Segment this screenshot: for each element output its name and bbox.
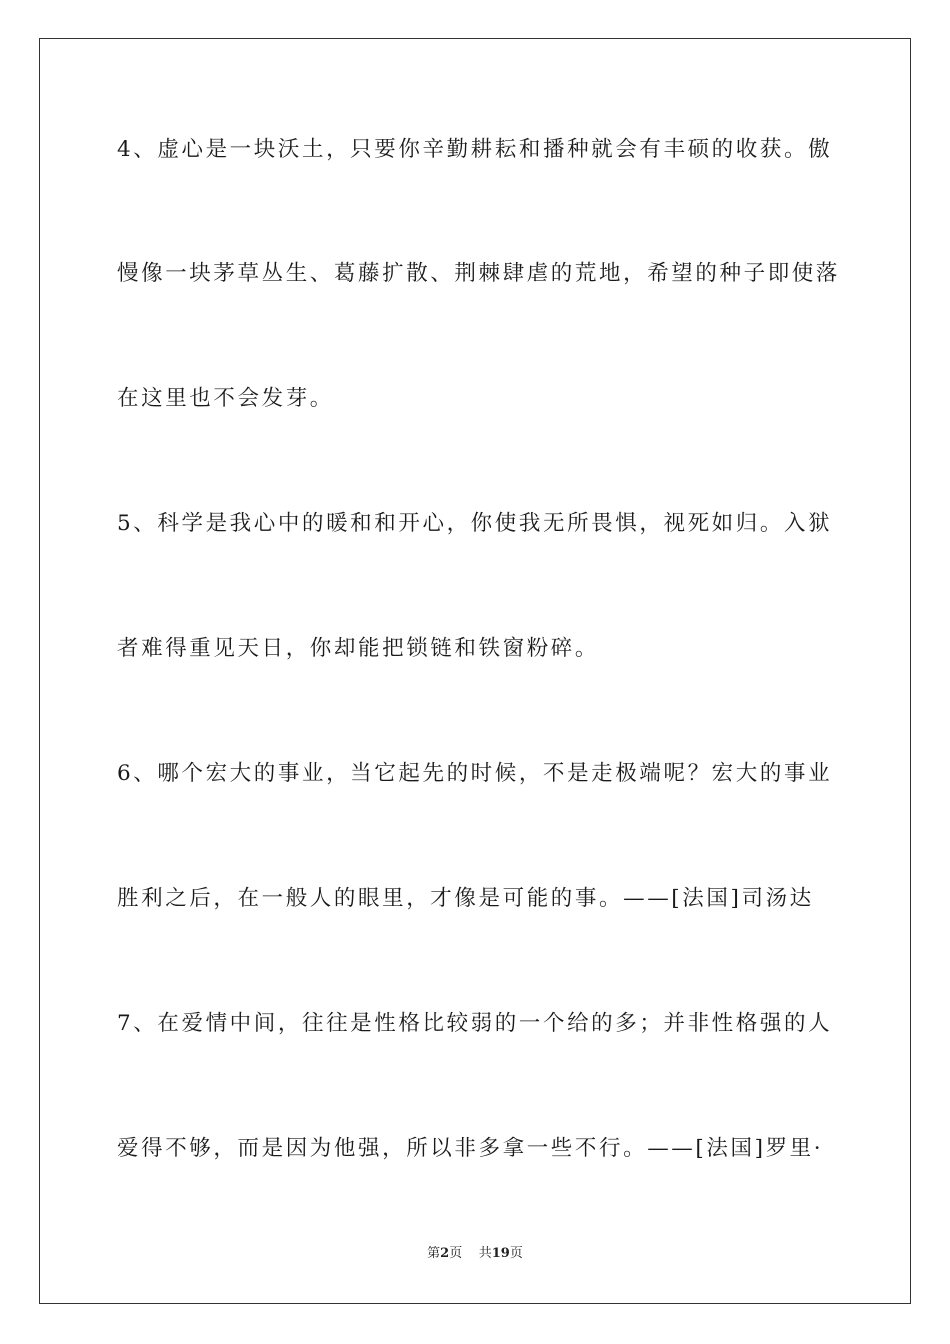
text-line: 爱得不够，而是因为他强，所以非多拿一些不行。——[法国]罗里· [117, 1136, 824, 1161]
text-line: 在这里也不会发芽。 [117, 386, 334, 411]
page-number-current: 2 [440, 1246, 450, 1261]
text-line: 6、哪个宏大的事业，当它起先的时候，不是走极端呢？宏大的事业 [117, 761, 833, 786]
page-total-prefix: 共 [478, 1246, 492, 1261]
page-number-prefix: 第 [427, 1246, 441, 1261]
page-border [39, 38, 911, 1304]
page-total-suffix: 页 [509, 1246, 523, 1261]
page-footer [0, 1245, 950, 1263]
text-line: 慢像一块茅草丛生、葛藤扩散、荆棘肆虐的荒地，希望的种子即使落 [117, 261, 841, 286]
page-number-suffix: 页 [449, 1246, 463, 1261]
text-line: 7、在爱情中间，往往是性格比较弱的一个给的多；并非性格强的人 [117, 1011, 833, 1036]
text-line: 者难得重见天日，你却能把锁链和铁窗粉碎。 [117, 636, 600, 661]
text-line: 4、虚心是一块沃土，只要你辛勤耕耘和播种就会有丰硕的收获。傲 [117, 137, 833, 162]
text-line: 5、科学是我心中的暖和和开心，你使我无所畏惧，视死如归。入狱 [117, 511, 833, 536]
text-line: 胜利之后，在一般人的眼里，才像是可能的事。——[法国]司汤达 [117, 886, 814, 911]
page-total: 19 [491, 1246, 510, 1261]
